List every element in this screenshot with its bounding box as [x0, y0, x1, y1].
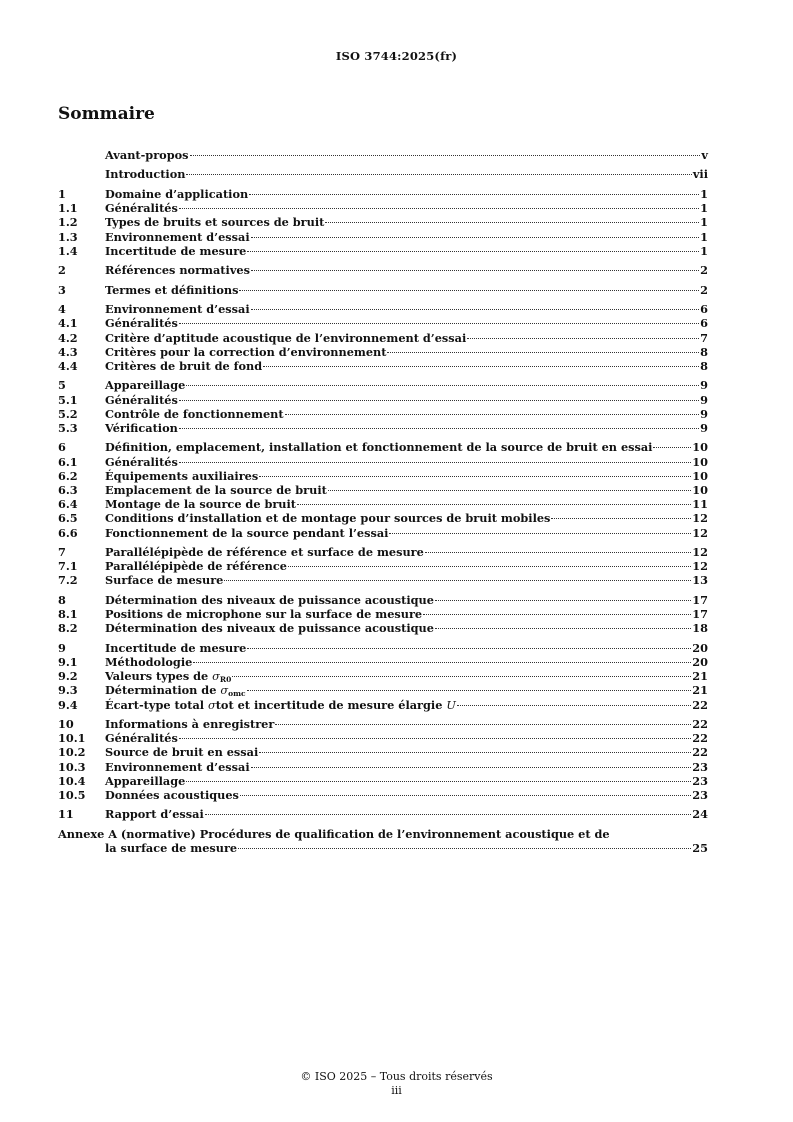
toc-entry-title[interactable] — [105, 244, 246, 258]
toc-entry[interactable] — [58, 683, 708, 697]
toc-entry-title[interactable] — [105, 167, 185, 181]
toc-entry-title-text: Types de bruits et sources de bruit — [105, 215, 325, 230]
dot-leader — [179, 738, 691, 739]
toc-entry-page: 6 — [700, 316, 708, 331]
toc-entry[interactable] — [58, 469, 708, 483]
dot-leader — [190, 155, 701, 156]
dot-leader — [186, 781, 691, 782]
math-symbol: σ — [212, 670, 220, 684]
toc-entry-number: 8 — [58, 592, 66, 607]
toc-entry-number: 6.5 — [58, 511, 78, 526]
dot-leader — [297, 504, 691, 505]
math-symbol: U — [446, 698, 456, 712]
toc-entry-title[interactable] — [105, 148, 189, 162]
toc-entry-title-text: Critère d’aptitude acoustique de l’environnement d’essai — [105, 330, 467, 345]
document-header: ISO 3744:2025(fr) — [335, 49, 458, 63]
toc-group — [58, 717, 708, 802]
toc-entry[interactable] — [58, 167, 708, 181]
toc-entry-page: 21 — [692, 683, 708, 698]
toc-entry[interactable] — [58, 526, 708, 540]
toc-entry-number: 10.3 — [58, 759, 86, 774]
toc-entry[interactable] — [58, 148, 708, 162]
toc-entry-title[interactable] — [105, 359, 262, 373]
toc-entry-title[interactable] — [105, 316, 178, 330]
toc-entry-page: 10 — [692, 454, 708, 469]
toc-entry-page: 1 — [700, 229, 708, 244]
toc-entry-title-text: Critères de bruit de fond — [105, 358, 263, 373]
toc-entry-page: 6 — [700, 302, 708, 317]
toc-entry-title[interactable] — [105, 526, 388, 540]
toc-entry-title-text: Généralités — [105, 316, 178, 331]
annex-title-line1: Annexe A (normative) Procédures de qualification de l’environnement acoustique et de — [58, 826, 610, 841]
toc-entry-number: 8.1 — [58, 607, 78, 622]
toc-entry-title[interactable] — [105, 283, 238, 297]
toc-entry-title-text: Vérification — [105, 420, 178, 435]
toc-entry-title-text: Appareillage — [105, 773, 186, 788]
toc-entry-page: 22 — [692, 731, 708, 746]
toc-entry-title-text: Généralités — [105, 731, 178, 746]
table-of-contents — [58, 148, 708, 861]
toc-entry[interactable] — [58, 717, 708, 731]
toc-entry-title-text: Rapport d’essai — [105, 807, 204, 822]
toc-entry-title-text: Avant-propos — [105, 148, 189, 162]
toc-entry-page: vii — [692, 167, 708, 182]
toc-entry-title[interactable] — [105, 807, 204, 821]
toc-entry-number: 9.3 — [58, 683, 78, 698]
toc-entry-page: 20 — [692, 654, 708, 669]
toc-entry[interactable] — [58, 760, 708, 774]
toc-entry-title[interactable] — [105, 774, 185, 788]
toc-entry[interactable] — [58, 621, 708, 635]
toc-entry-title[interactable] — [105, 655, 192, 669]
toc-entry[interactable] — [58, 593, 708, 607]
dot-leader — [251, 237, 699, 238]
toc-entry-title-text: Environnement d’essai — [105, 759, 250, 774]
toc-entry-title-text: Détermination de — [105, 683, 221, 698]
dot-leader — [653, 447, 691, 448]
toc-entry-number: 1.1 — [58, 201, 78, 216]
toc-entry-number: 10 — [58, 717, 74, 732]
toc-entry[interactable] — [58, 607, 708, 621]
dot-leader — [275, 724, 691, 725]
toc-entry[interactable] — [58, 788, 708, 802]
toc-entry[interactable] — [58, 244, 708, 258]
toc-entry-number: 4.3 — [58, 344, 78, 359]
toc-entry[interactable] — [58, 378, 708, 392]
dot-leader — [247, 251, 699, 252]
toc-entry-title[interactable] — [105, 215, 324, 229]
toc-group — [58, 378, 708, 435]
toc-entry-number: 1.2 — [58, 215, 78, 230]
toc-entry-title[interactable] — [105, 421, 178, 435]
toc-entry[interactable] — [58, 497, 708, 511]
toc-entry-page: 9 — [700, 406, 708, 421]
toc-entry-title[interactable] — [105, 331, 466, 345]
toc-entry-title[interactable] — [105, 440, 652, 454]
toc-entry-title[interactable] — [105, 455, 178, 469]
toc-entry-title[interactable] — [105, 511, 550, 525]
toc-entry[interactable] — [58, 807, 708, 821]
toc-entry-title-text: Domaine d’application — [105, 186, 249, 201]
toc-entry-title[interactable] — [105, 407, 284, 421]
toc-entry-page: 10 — [692, 440, 708, 455]
dot-leader — [435, 628, 691, 629]
toc-entry[interactable] — [58, 187, 708, 201]
toc-entry-title-text: Termes et définitions — [105, 282, 239, 297]
dot-leader — [285, 414, 700, 415]
toc-entry-title[interactable] — [105, 607, 422, 621]
dot-leader — [179, 208, 699, 209]
toc-entry-title-text: Généralités — [105, 392, 178, 407]
toc-entry-page: 13 — [692, 573, 708, 588]
toc-entry[interactable] — [58, 745, 708, 759]
toc-group — [58, 545, 708, 588]
toc-entry[interactable] — [58, 421, 708, 435]
toc-entry[interactable] — [58, 201, 708, 215]
dot-leader — [249, 194, 699, 195]
toc-annex-entry[interactable] — [58, 827, 708, 855]
dot-leader — [251, 270, 699, 271]
toc-entry[interactable] — [58, 316, 708, 330]
toc-entry-number: 5 — [58, 378, 66, 393]
toc-entry-title[interactable] — [105, 263, 250, 277]
toc-entry[interactable] — [58, 731, 708, 745]
toc-entry[interactable] — [58, 393, 708, 407]
toc-entry-title-text: Environnement d’essai — [105, 229, 250, 244]
dot-leader — [238, 848, 691, 849]
toc-entry-title-text: Emplacement de la source de bruit — [105, 483, 327, 498]
toc-entry-title[interactable] — [105, 187, 248, 201]
dot-leader — [551, 518, 691, 519]
toc-entry-number: 7.2 — [58, 573, 78, 588]
dot-leader — [435, 600, 691, 601]
toc-entry-page: 9 — [700, 392, 708, 407]
toc-entry-number: 2 — [58, 263, 66, 278]
toc-entry-number: 5.1 — [58, 392, 78, 407]
toc-entry[interactable] — [58, 641, 708, 655]
toc-entry-title[interactable] — [105, 641, 246, 655]
toc-entry-number: 4.1 — [58, 316, 78, 331]
toc-entry-page: 1 — [700, 201, 708, 216]
toc-entry-number: 6.2 — [58, 468, 78, 483]
dot-leader — [239, 290, 699, 291]
toc-entry-page: 12 — [692, 511, 708, 526]
toc-entry-page: 1 — [700, 186, 708, 201]
toc-group — [58, 641, 708, 712]
toc-entry[interactable] — [58, 511, 708, 525]
toc-entry-title[interactable] — [105, 483, 327, 497]
toc-entry-title-text: Conditions d’installation et de montage pour sources de bruit mobiles — [105, 511, 551, 526]
toc-entry-title-text: Positions de microphone sur la surface de mesure — [105, 607, 423, 622]
dot-leader — [240, 795, 691, 796]
dot-leader — [251, 309, 699, 310]
toc-entry-number: 4.2 — [58, 330, 78, 345]
dot-leader — [423, 614, 691, 615]
toc-entry-title-text: Données acoustiques — [105, 787, 239, 802]
toc-entry-page: 21 — [692, 669, 708, 684]
toc-entry-number: 10.5 — [58, 787, 86, 802]
dot-leader — [193, 662, 691, 663]
toc-group — [58, 283, 708, 297]
toc-entry-page: 12 — [692, 525, 708, 540]
toc-entry-page: 9 — [700, 420, 708, 435]
toc-entry-number: 9.1 — [58, 654, 78, 669]
toc-entry[interactable] — [58, 283, 708, 297]
toc-entry[interactable] — [58, 774, 708, 788]
toc-entry-page: 10 — [692, 483, 708, 498]
toc-entry[interactable] — [58, 302, 708, 316]
toc-entry[interactable] — [58, 230, 708, 244]
toc-entry-number: 5.3 — [58, 420, 78, 435]
toc-entry-title[interactable] — [105, 393, 178, 407]
toc-entry-title[interactable] — [105, 469, 258, 483]
toc-entry-number: 10.4 — [58, 773, 86, 788]
toc-entry-number: 9.4 — [58, 697, 78, 712]
dot-leader — [457, 705, 691, 706]
dot-leader — [263, 366, 699, 367]
toc-entry-title[interactable] — [105, 717, 274, 731]
toc-entry[interactable] — [58, 669, 708, 683]
toc-group — [58, 148, 708, 162]
dot-leader — [288, 566, 691, 567]
toc-entry-title[interactable] — [105, 378, 185, 392]
dot-leader — [247, 648, 691, 649]
toc-entry-title-text: Fonctionnement de la source pendant l’essai — [105, 525, 389, 540]
toc-entry-page: 10 — [692, 468, 708, 483]
toc-entry-title-text: Appareillage — [105, 378, 186, 393]
toc-entry-number: 10.1 — [58, 731, 86, 746]
toc-entry[interactable] — [58, 698, 708, 712]
toc-entry-title-continued: tot et incertitude de mesure élargie — [215, 697, 447, 712]
toc-entry-title[interactable] — [105, 745, 258, 759]
toc-entry-title-text: Références normatives — [105, 263, 250, 278]
math-subscript: omc — [228, 689, 246, 699]
annex-title-line2-row — [58, 841, 708, 855]
toc-entry-title[interactable] — [105, 593, 434, 607]
toc-entry-title-text: Critères pour la correction d’environnement — [105, 344, 387, 359]
toc-entry-title[interactable] — [105, 760, 250, 774]
toc-entry-page: 18 — [692, 621, 708, 636]
toc-entry-number: 9.2 — [58, 669, 78, 684]
toc-entry-title[interactable] — [105, 788, 239, 802]
page-title: Sommaire — [58, 104, 155, 124]
toc-entry[interactable] — [58, 483, 708, 497]
toc-group — [58, 187, 708, 258]
toc-entry-title-text: Méthodologie — [105, 654, 193, 669]
toc-entry-number: 10.2 — [58, 745, 86, 760]
toc-entry-number: 6 — [58, 440, 66, 455]
toc-entry-page: 2 — [700, 282, 708, 297]
dot-leader — [179, 323, 699, 324]
toc-entry-title-text: Parallélépipède de référence — [105, 559, 287, 574]
toc-entry-page: 7 — [700, 330, 708, 345]
math-symbol: σ — [220, 684, 229, 698]
toc-entry-page: 9 — [700, 378, 708, 393]
toc-entry-title-text: Informations à enregistrer — [105, 717, 275, 732]
toc-entry-page: 17 — [692, 607, 708, 622]
toc-entry-page: v — [701, 148, 708, 162]
toc-group — [58, 440, 708, 539]
toc-entry-page: 1 — [700, 243, 708, 258]
dot-leader — [259, 752, 691, 753]
toc-entry[interactable] — [58, 215, 708, 229]
dot-leader — [467, 338, 699, 339]
page-number: iii — [391, 1084, 402, 1097]
toc-entry-title[interactable] — [105, 731, 178, 745]
toc-entry[interactable] — [58, 359, 708, 373]
toc-entry-title[interactable] — [105, 545, 424, 559]
toc-entry-title[interactable] — [105, 497, 296, 511]
toc-entry-title[interactable] — [105, 230, 250, 244]
toc-entry-title-text: Environnement d’essai — [105, 302, 250, 317]
toc-entry-number: 9 — [58, 640, 66, 655]
dot-leader — [186, 385, 699, 386]
annex-title-line2: la surface de mesure — [105, 841, 238, 856]
toc-entry-title-text: Source de bruit en essai — [105, 745, 259, 760]
toc-entry[interactable] — [58, 455, 708, 469]
toc-entry-number: 6.6 — [58, 525, 78, 540]
toc-group — [58, 167, 708, 181]
toc-entry-page: 17 — [692, 592, 708, 607]
toc-entry[interactable] — [58, 655, 708, 669]
toc-entry-title-text: Détermination des niveaux de puissance acoustique — [105, 621, 434, 636]
toc-entry[interactable] — [58, 345, 708, 359]
toc-entry-number: 4.4 — [58, 358, 78, 373]
toc-entry-title-text: Écart-type total — [105, 697, 208, 712]
toc-entry-number: 1.4 — [58, 243, 78, 258]
toc-entry-number: 8.2 — [58, 621, 78, 636]
dot-leader — [179, 462, 691, 463]
toc-entry-page: 12 — [692, 559, 708, 574]
toc-entry[interactable] — [58, 573, 708, 587]
toc-entry-page: 22 — [692, 717, 708, 732]
toc-entry-title-text: Généralités — [105, 201, 178, 216]
toc-entry-page: 20 — [692, 640, 708, 655]
toc-entry-page: 2 — [700, 263, 708, 278]
toc-entry-number: 1 — [58, 186, 66, 201]
toc-entry[interactable] — [58, 545, 708, 559]
page-footer — [0, 1070, 793, 1098]
toc-entry-page: 1 — [700, 215, 708, 230]
toc-entry[interactable] — [58, 407, 708, 421]
toc-entry-title-text: Surface de mesure — [105, 573, 224, 588]
toc-entry-page: 8 — [700, 344, 708, 359]
toc-entry-page: 23 — [692, 759, 708, 774]
toc-entry-page: 23 — [692, 773, 708, 788]
toc-group — [58, 263, 708, 277]
toc-entry-number: 7.1 — [58, 559, 78, 574]
toc-entry[interactable] — [58, 331, 708, 345]
toc-entry-title-text: Contrôle de fonctionnement — [105, 406, 284, 421]
dot-leader — [205, 814, 692, 815]
toc-entry-title[interactable] — [105, 698, 456, 713]
toc-entry-number: 3 — [58, 282, 66, 297]
dot-leader — [232, 676, 691, 677]
annex-page: 25 — [692, 841, 708, 856]
toc-entry-title[interactable] — [105, 345, 386, 359]
toc-entry-number: 5.2 — [58, 406, 78, 421]
dot-leader — [387, 352, 699, 353]
toc-entry-page: 12 — [692, 545, 708, 560]
toc-entry-title-text: Parallélépipède de référence et surface de mesure — [105, 545, 424, 560]
toc-entry-page: 22 — [692, 697, 708, 712]
toc-entry-page: 24 — [692, 807, 708, 822]
dot-leader — [179, 400, 699, 401]
toc-entry[interactable] — [58, 559, 708, 573]
toc-entry-title-text: Incertitude de mesure — [105, 243, 247, 258]
toc-entry-title-text: Définition, emplacement, installation et fonctionnement de la source de bruit en essai — [105, 440, 653, 455]
toc-entry-title[interactable] — [105, 573, 223, 587]
dot-leader — [328, 490, 691, 491]
toc-entry-number: 4 — [58, 302, 66, 317]
toc-entry-title-text: Généralités — [105, 454, 178, 469]
dot-leader — [325, 222, 699, 223]
dot-leader — [224, 580, 691, 581]
dot-leader — [179, 428, 699, 429]
toc-entry-page: 11 — [692, 497, 708, 512]
toc-group — [58, 302, 708, 373]
toc-entry-title-text: Introduction — [105, 167, 186, 182]
dot-leader — [247, 690, 692, 691]
toc-entry-number: 11 — [58, 807, 74, 822]
toc-entry-title[interactable] — [105, 201, 178, 215]
math-subscript: R0 — [219, 675, 232, 685]
toc-entry-title-text: Détermination des niveaux de puissance acoustique — [105, 592, 434, 607]
dot-leader — [389, 533, 691, 534]
toc-entry-number: 6.3 — [58, 483, 78, 498]
toc-entry-page: 8 — [700, 358, 708, 373]
toc-entry[interactable] — [58, 263, 708, 277]
toc-entry-number: 6.4 — [58, 497, 78, 512]
toc-entry[interactable] — [58, 440, 708, 454]
toc-entry-page: 22 — [692, 745, 708, 760]
dot-leader — [425, 552, 691, 553]
dot-leader — [251, 767, 692, 768]
toc-entry-number: 7 — [58, 545, 66, 560]
toc-entry-title-text: Incertitude de mesure — [105, 640, 247, 655]
toc-entry-title[interactable] — [105, 559, 287, 573]
toc-entry-title-text: Équipements auxiliaires — [105, 468, 259, 483]
toc-group — [58, 593, 708, 636]
toc-entry-title-text: Valeurs types de — [105, 669, 213, 684]
toc-entry-title[interactable] — [105, 302, 250, 316]
toc-entry-number: 6.1 — [58, 454, 78, 469]
dot-leader — [259, 476, 691, 477]
dot-leader — [186, 174, 691, 175]
toc-entry-page: 23 — [692, 787, 708, 802]
toc-entry-number: 1.3 — [58, 229, 78, 244]
toc-group — [58, 807, 708, 821]
copyright-notice: © ISO 2025 – Tous droits réservés — [300, 1070, 493, 1083]
math-symbol: σ — [208, 698, 216, 712]
toc-entry-title[interactable] — [105, 621, 434, 635]
toc-entry-title-text: Montage de la source de bruit — [105, 497, 297, 512]
